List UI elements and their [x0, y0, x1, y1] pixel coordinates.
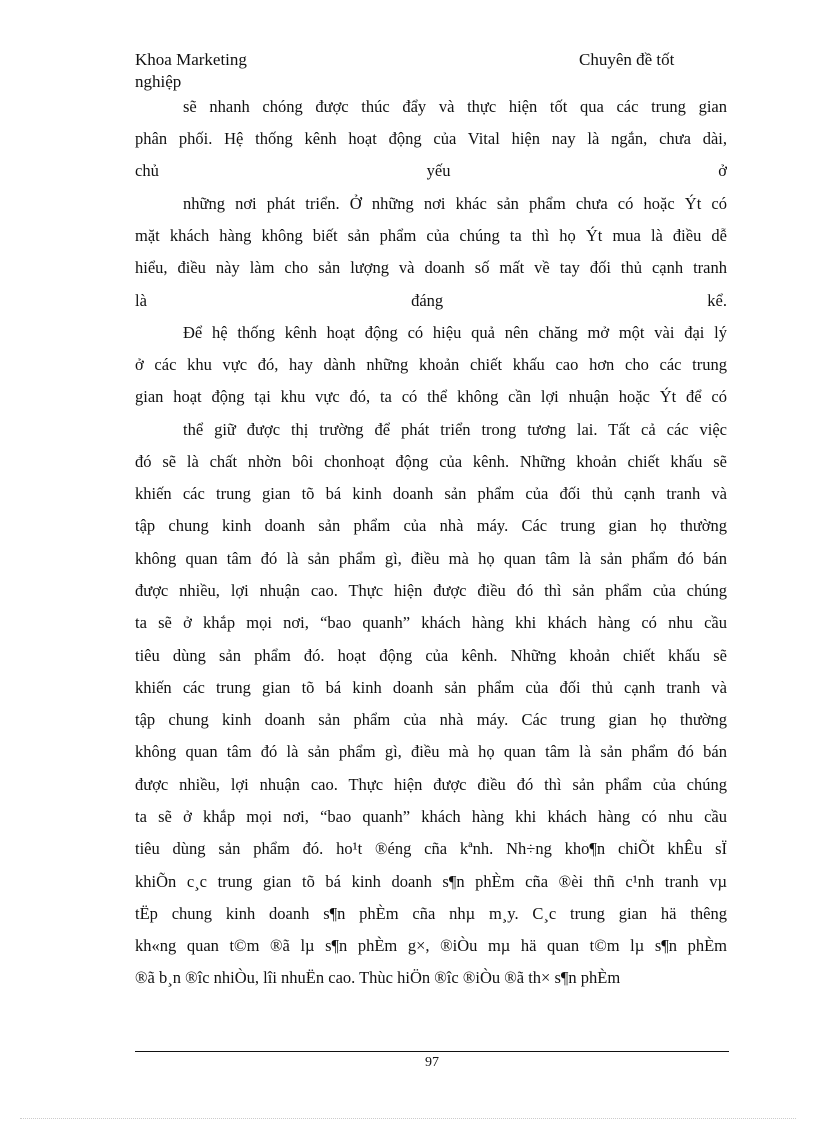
text-line: mặt khách hàng không biết sản phẩm của chúng ta thì họ Ýt mua là điều dễ [135, 226, 727, 245]
text-line: gian hoạt động tại khu vực đó, ta có thể không cần lợi nhuận hoặc Ýt để có [135, 387, 727, 406]
text-line: thể giữ được thị trường để phát triển trong tương lai. Tất cả các việc [183, 420, 727, 439]
text-line: tiêu dùng sản phẩm đó. hoạt động của kênh. Những khoản chiết khấu sẽ [135, 646, 727, 665]
footer-rule [135, 1051, 729, 1052]
header-right: Chuyên đề tốt [579, 50, 675, 69]
text-line: tËp chung kinh doanh s¶n phÈm cña nhµ m¸y. C¸c trung gian hä thêng [135, 904, 727, 923]
text-line: hiểu, điều này làm cho sản lượng và doanh số mất về tay đối thủ cạnh tranh [135, 258, 727, 277]
text-line: được nhiều, lợi nhuận cao. Thực hiện được điều đó thì sản phẩm của chúng [135, 775, 727, 794]
page-number: 97 [425, 1055, 439, 1070]
text-line: khiến các trung gian tõ bá kinh doanh sản phẩm của đối thủ cạnh tranh và [135, 484, 727, 503]
text-line: kh«ng quan t©m ®ã lµ s¶n phÈm g×, ®iÒu mµ hä quan t©m lµ s¶n phÈm [135, 936, 727, 955]
text-line: Để hệ thống kênh hoạt động có hiệu quả nên chăng mở một vài đại lý [183, 323, 727, 342]
text-line: ở các khu vực đó, hay dành những khoản chiết khấu cao hơn cho các trung [135, 355, 727, 374]
text-line: được nhiều, lợi nhuận cao. Thực hiện được điều đó thì sản phẩm của chúng [135, 581, 727, 600]
text-line: tiêu dùng sản phẩm đó. ho¹t ®éng cña kªnh. Nh÷ng kho¶n chiÕt khÊu sÏ [135, 839, 727, 858]
text-line: ta sẽ ở khắp mọi nơi, “bao quanh” khách hàng khi khách hàng có nhu cầu [135, 613, 727, 632]
text-line: tập chung kinh doanh sản phẩm của nhà máy. Các trung gian họ thường [135, 516, 727, 535]
text-line: chủ yếu ở [135, 161, 727, 180]
page-edge-divider [20, 1118, 796, 1119]
text-line: phân phối. Hệ thống kênh hoạt động của Vital hiện nay là ngắn, chưa dài, [135, 129, 727, 148]
text-line: đó sẽ là chất nhờn bôi chonhoạt động của kênh. Những khoản chiết khấu sẽ [135, 452, 727, 471]
header-wrap: nghiệp [135, 72, 182, 91]
text-line: không quan tâm đó là sản phẩm gì, điều mà họ quan tâm là sản phẩm đó bán [135, 742, 727, 761]
text-line: những nơi phát triển. Ở những nơi khác sản phẩm chưa có hoặc Ýt có [183, 194, 727, 213]
text-line: khiến các trung gian tõ bá kinh doanh sản phẩm của đối thủ cạnh tranh và [135, 678, 727, 697]
text-line: tập chung kinh doanh sản phẩm của nhà máy. Các trung gian họ thường [135, 710, 727, 729]
text-line: khiÕn c¸c trung gian tõ bá kinh doanh s¶n phÈm cña ®èi thñ c¹nh tranh vµ [135, 872, 727, 891]
header-left: Khoa Marketing [135, 50, 247, 69]
text-line: là đáng kể. [135, 291, 727, 310]
text-line: không quan tâm đó là sản phẩm gì, điều mà họ quan tâm là sản phẩm đó bán [135, 549, 727, 568]
text-line: sẽ nhanh chóng được thúc đẩy và thực hiện tốt qua các trung gian [183, 97, 727, 116]
text-line: ta sẽ ở khắp mọi nơi, “bao quanh” khách hàng khi khách hàng có nhu cầu [135, 807, 727, 826]
text-line: ®ã b¸n ®îc nhiÒu, lîi nhuËn cao. Thùc hiÖn ®îc ®iÒu ®ã th× s¶n phÈm [135, 968, 621, 987]
